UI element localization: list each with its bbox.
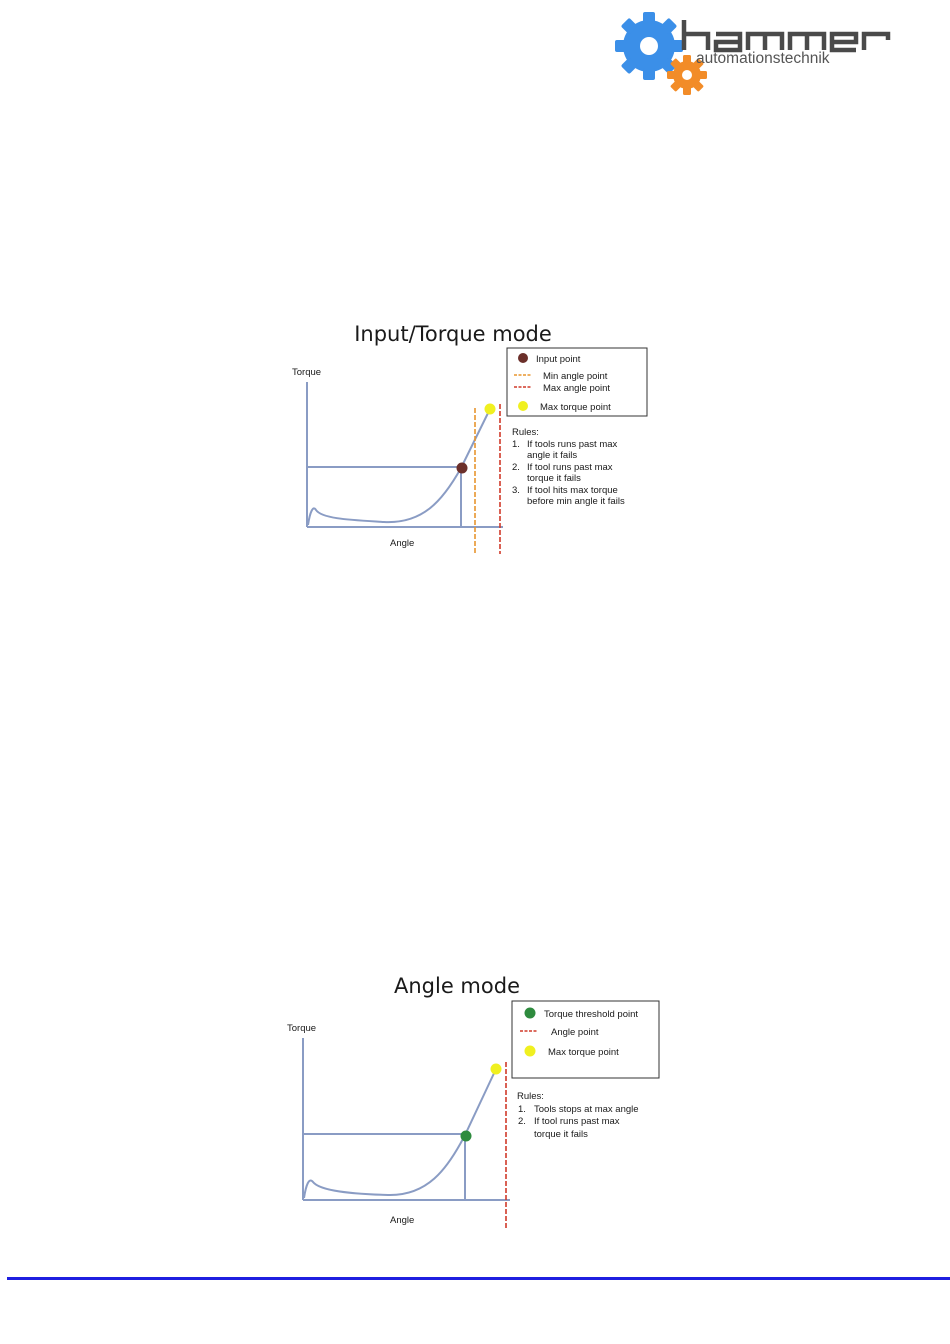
rule-number: 2. [518,1116,526,1127]
max-torque-point [491,1064,502,1075]
figure-title: Input/Torque mode [354,322,552,346]
rule-number: 3. [512,485,520,496]
rule-text: Tools stops at max angle [534,1104,639,1115]
logo-tagline: automationstechnik [696,50,830,67]
torque-threshold-point [461,1131,472,1142]
max-torque-point [485,404,496,415]
rule-text: If tool runs past max [527,462,613,473]
legend-max-torque-icon [518,401,528,411]
rules-list [518,1104,639,1140]
y-axis-label: Torque [292,367,322,378]
legend-max-torque-icon [525,1046,536,1057]
x-axis-label: Angle [390,538,415,549]
rules-list [512,439,625,507]
legend-max-angle: Max angle point [543,383,611,394]
rule-text: before min angle it fails [527,496,625,507]
rule-text: torque it fails [534,1129,588,1140]
input-torque-mode-figure [272,312,662,577]
rule-text: If tool hits max torque [527,485,618,496]
logo-wordmark [684,20,888,50]
y-axis-label: Torque [287,1023,317,1034]
legend-threshold-point: Torque threshold point [544,1009,639,1020]
legend-threshold-point-icon [525,1008,536,1019]
angle-mode-figure [272,965,667,1233]
rule-number: 1. [512,439,520,450]
x-axis-label: Angle [390,1215,415,1226]
rule-number: 2. [512,462,520,473]
company-logo [612,12,907,102]
legend-max-torque: Max torque point [548,1047,619,1058]
figure-title: Angle mode [394,974,520,998]
legend-input-point-icon [518,353,528,363]
rules-heading: Rules: [512,427,539,438]
legend-max-torque: Max torque point [540,402,611,413]
input-point [457,463,468,474]
footer-rule [7,1277,950,1280]
rule-text: If tool runs past max [534,1116,620,1127]
rule-text: If tools runs past max [527,439,618,450]
rule-number: 1. [518,1104,526,1115]
legend-min-angle: Min angle point [543,371,608,382]
blue-gear-icon [615,12,683,80]
rule-text: angle it fails [527,450,578,461]
rules-heading: Rules: [517,1091,544,1102]
legend-angle-point: Angle point [551,1027,599,1038]
rule-text: torque it fails [527,473,581,484]
legend-input-point: Input point [536,354,581,365]
